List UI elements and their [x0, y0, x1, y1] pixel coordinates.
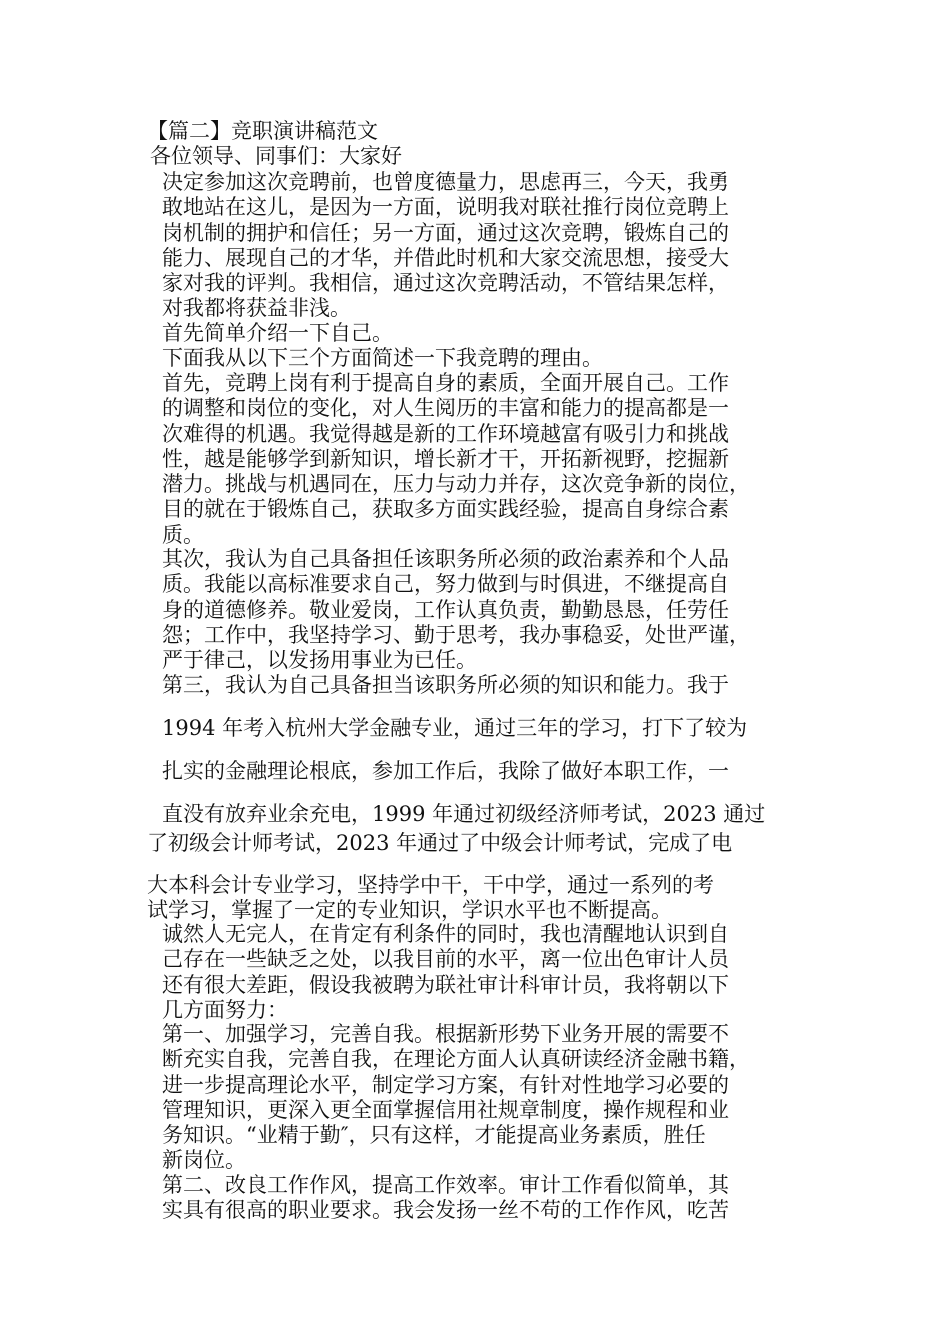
body-paragraph-6-end: 大本科会计专业学习，坚持学中干，干中学，通过一系列的考 试学习，掌握了一定的专业知识，学识水平也不断提高。	[147, 873, 714, 923]
body-paragraph-1: 决定参加这次竞聘前，也曾度德量力，思虑再三，今天，我勇 敢地站在这儿，是因为一方面，说明我对联社推行岗位竞聘上 岗机制的拥护和信任；另一方面，通过这次竞聘，锻炼自己的 能力、展现自己的才华，并借此时机和大家交流思想，接受大 家对我的评判。我相信，通过这次竞聘活动，不管结果怎样， 对我都将获益非浅。	[162, 170, 729, 321]
body-paragraph-5: 其次，我认为自己具备担任该职务所必须的政治素养和个人品 质。我能以高标准要求自己，努力做到与时俱进，不继提高自 身的道德修养。敬业爱岗，工作认真负责，勤勤恳恳，任劳任 怨；工作中，我坚持学习、勤于思考，我办事稳妥，处世严谨， 严于律己，以发扬用事业为已任。	[162, 547, 750, 673]
document-title: 【篇二】竞职演讲稿范文	[147, 119, 378, 143]
body-paragraph-6-continued: 了初级会计师考试，2023 年通过了中级会计师考试，完成了电	[147, 831, 733, 855]
body-paragraph-3: 下面我从以下三个方面简述一下我竞聘的理由。	[162, 346, 603, 370]
body-paragraph-6: 第三，我认为自己具备担当该职务所必须的知识和能力。我于 1994 年考入杭州大学金融专业，通过三年的学习，打下了较为 扎实的金融理论根底，参加工作后，我除了做好本职工作，一 直没有放弃业余充电，1999 年通过初级经济师考试，2023 通过	[162, 673, 766, 826]
body-paragraph-7: 诚然人无完人，在肯定有利条件的同时，我也清醒地认识到自 己存在一些缺乏之处，以我目前的水平，离一位出色审计人员 还有很大差距，假设我被聘为联社审计科审计员，我将朝以下 几方面努力：	[162, 922, 729, 1022]
greeting-paragraph: 各位领导、同事们：大家好	[150, 144, 402, 168]
body-paragraph-4: 首先，竞聘上岗有利于提高自身的素质，全面开展自己。工作 的调整和岗位的变化，对人生阅历的丰富和能力的提高都是一 次难得的机遇。我觉得越是新的工作环境越富有吸引力和挑战 性，越是能够学到新知识，增长新才干，开拓新视野，挖掘新 潜力。挑战与机遇同在，压力与动力并存，这次竞争新的岗位， 目的就在于锻炼自己，获取多方面实践经验，提高自身综合素 质。	[162, 371, 750, 547]
body-paragraph-2: 首先简单介绍一下自己。	[162, 321, 393, 345]
body-paragraph-9: 第二、改良工作作风，提高工作效率。审计工作看似简单，其 实具有很高的职业要求。我会发扬一丝不苟的工作作风，吃苦	[162, 1173, 729, 1223]
body-paragraph-8: 第一、加强学习，完善自我。根据新形势下业务开展的需要不 断充实自我，完善自我，在理论方面人认真研读经济金融书籍， 进一步提高理论水平，制定学习方案，有针对性地学习必要的 管理知识，更深入更全面掌握信用社规章制度，操作规程和业 务知识。“业精于勤″，只有这样，才能提高业务素质，胜任 新岗位。	[162, 1022, 750, 1173]
